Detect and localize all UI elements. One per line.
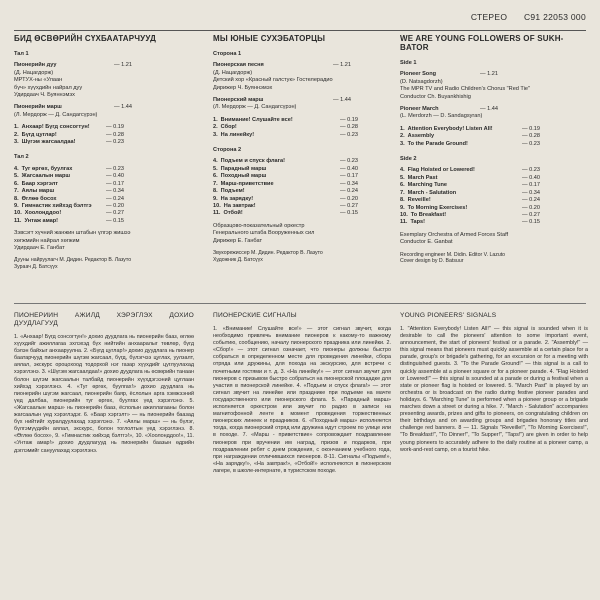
track-title: Анхаар! Бүгд сонсогтун! — [21, 124, 90, 131]
choir-line-2-ru: Дирижер Ч. Буяннэмэх — [213, 84, 273, 91]
track-number: 11. — [14, 217, 22, 224]
march-author-mn: (Л. Мердорж — Д. Сандагсүрэн) — [14, 111, 98, 118]
side-1-label-mn: Тал 1 — [14, 51, 29, 57]
track-row — [400, 167, 540, 174]
track-number: 4. — [213, 158, 218, 165]
track-row — [14, 181, 124, 188]
track-title: To the Parade Ground! — [407, 140, 468, 147]
signals-section-ru — [213, 312, 391, 594]
track-title: На линейку! — [220, 131, 255, 138]
track-duration: — 0.23 — [105, 139, 124, 146]
signals-title-mn: ПИОНЕРИЙН АЖИЛД ХЭРЭГЛЭХ ДОХИО ДУУДЛАГУУД — [14, 312, 194, 327]
catalog-number: С91 22053 000 — [523, 12, 586, 22]
track-number: 8. — [14, 195, 19, 202]
track-number: 6. — [14, 180, 19, 187]
track-duration: — 0.19 — [339, 116, 358, 123]
track-row — [14, 173, 124, 180]
track-duration: — 0.27 — [339, 202, 358, 209]
march-time-en: — 1.44 — [479, 106, 498, 113]
track-row — [213, 188, 358, 195]
track-number: 5. — [213, 165, 218, 172]
track-duration: — 0.19 — [521, 125, 540, 132]
track-duration: — 0.28 — [105, 131, 124, 138]
album-title-ru: МЫ ЮНЫЕ СУХЭБАТОРЦЫ — [213, 34, 326, 43]
march-row-en — [400, 106, 588, 113]
march-time-ru: — 1.44 — [332, 97, 351, 104]
track-duration: — 0.15 — [521, 219, 540, 226]
track-number: 1. — [213, 116, 218, 123]
track-number: 6. — [400, 182, 405, 189]
track-duration: — 0.23 — [521, 167, 540, 174]
track-number: 11. — [213, 210, 221, 217]
track-number: 9. — [14, 202, 19, 209]
track-row — [400, 126, 540, 133]
track-row — [400, 190, 540, 197]
choir-line-2-en: Conductor Ch. Buyankhishig — [400, 93, 471, 100]
orchestra-line-1-mn: Зэвсэгт хүчний жанжин штабын үлгэр жишээ — [14, 230, 131, 237]
credit-line-2-mn: Зураач Д. Батсүүх — [14, 264, 58, 271]
track-number: 9. — [213, 195, 218, 202]
track-duration: — 0.15 — [339, 210, 358, 217]
track-title: Туг өргөх, буулгах — [21, 165, 73, 172]
credit-line-1-ru: Звукорежиссер М. Дидин. Редактор В. Лазуто — [213, 249, 323, 256]
track-title: Сбор! — [220, 124, 237, 131]
track-number: 7. — [400, 189, 405, 196]
track-row — [14, 166, 124, 173]
track-title: На завтрак! — [223, 202, 256, 209]
track-row — [213, 181, 358, 188]
track-number: 11. — [400, 219, 408, 226]
stereo-label: СТЕРЕО — [470, 12, 508, 22]
song-author-en: (D. Natsagdorzh) — [400, 78, 443, 85]
track-title: Flag Hoisted or Lowered! — [407, 167, 475, 174]
track-duration: — 0.27 — [521, 211, 540, 218]
track-row — [400, 133, 540, 140]
track-title: Attention Everybody! Listen All! — [407, 125, 493, 132]
russian-tracklist — [213, 34, 391, 264]
track-number: 7. — [14, 188, 19, 195]
signals-body-ru: 1. «Внимание! Слушайте все!» — этот сигнал звучит, когда необходимо привлечь внимание пионеров к какому-то важному событию, сообщению, началу пионерского праздника или линейки. 2. «Сбор!» — этот сигнал означает, что пионеры должны быстро собраться в определенном месте для проведения линейки, сбора отряда или дружины, для похода на экскурсию, для встречи с почетными гостями и т. д. 3. «На линейку!» — этот сигнал звучит для пионеров с призывом быстро собраться на пионерской площадке для участия в пионерской линейке. 4. «Подъем и спуск флага!» — этот сигнал звучит на линейке или празднике при подъеме на мачте государственного или пионерского флага. 5. «Парадный марш» исполняется оркестром или звучит по радио в записи на магнитофонной ленте в момент проведения торжественных пионерских линеек и праздников. 6. «Походный марш» исполняется тогда, когда пионерский отряд или дружина идут строем по улице или в походе. 7. «Марш - приветствие» сопровождает поздравление пионеров при вручении им наград, призов и подарков, при поздравлении ребят с днем рождения, с окончанием учебного года, при награждении отличившихся пионеров. 8-11. Сигналы «Подъем!», «На зарядку!», «На завтрак!», «Отбой!» исполняются в пионерском лагере, в школе-интернате, в туристском походе. — [213, 326, 391, 474]
track-title: Assembly — [407, 133, 435, 140]
track-duration: — 0.20 — [521, 204, 540, 211]
track-title: Унтаж амар! — [24, 217, 59, 224]
track-title: Бүгд цуглар! — [21, 131, 57, 138]
side-1-label-en: Side 1 — [400, 60, 417, 66]
track-number: 4. — [14, 165, 19, 172]
track-title: March Past — [407, 174, 438, 181]
track-row — [400, 197, 540, 204]
track-row — [14, 124, 124, 131]
side-2-label-ru: Сторона 2 — [213, 147, 242, 154]
english-tracklist — [400, 34, 588, 265]
march-row-mn — [14, 104, 192, 111]
track-title: Аялы марш — [21, 188, 55, 195]
track-title: Отбой! — [223, 210, 243, 217]
march-author-ru: (Л. Мердорж — Д. Сандагсүрэн) — [213, 104, 297, 111]
track-number: 3. — [400, 140, 405, 147]
track-duration: — 0.23 — [339, 158, 358, 165]
album-title-en: WE ARE YOUNG FOLLOWERS OF SUKH-BATOR — [400, 34, 564, 52]
track-number: 1. — [14, 124, 19, 131]
signals-title-ru: ПИОНЕРСКИЕ СИГНАЛЫ — [213, 312, 297, 319]
track-duration: — 0.28 — [339, 124, 358, 131]
track-duration: — 0.40 — [105, 173, 124, 180]
march-row-ru — [213, 97, 391, 104]
track-duration: — 0.24 — [105, 195, 124, 202]
track-number: 5. — [400, 174, 405, 181]
top-divider — [14, 30, 586, 31]
song-time-en: — 1.21 — [479, 71, 498, 78]
song-row-ru — [213, 62, 391, 69]
track-number: 6. — [213, 173, 218, 180]
track-row — [14, 139, 124, 146]
credit-line-2-en: Cover design by D. Batsuur — [400, 258, 464, 265]
track-duration: — 0.28 — [521, 133, 540, 140]
track-number: 8. — [400, 197, 405, 204]
track-title: Жагсаалын марш — [21, 173, 71, 180]
track-title: To Morning Exercises! — [407, 204, 468, 211]
track-duration: — 0.19 — [105, 124, 124, 131]
track-row — [400, 182, 540, 189]
track-duration: — 0.20 — [105, 202, 124, 209]
choir-line-1-en: The MPR TV and Radio Children's Chorus "Red Tie" — [400, 86, 530, 93]
credit-line-1-en: Recording engineer M. Didin. Editor V. Lazuto — [400, 251, 506, 258]
orchestra-line-2-mn: хөгжмийн найрал хөгжим — [14, 237, 80, 244]
signals-body-en: 1. "Attention Everybody! Listen All!" — this signal is sounded when it is desirable to call the pioneers' attention to some important event, announcement, the start of pioneers' festival or a parade. 2. "Assembly!" — this signal means that pioneers must quickly assemble at a certain place for a parade, group's or brigade's gathering, for an excursion or for a meeting with distinguished guests. 3. "To the Parade Ground!" — this signal is a call to quickly assemble at a pioneer square or for a pioneer parade. 4. "Flag Hoisted or Lowered!" — this signal is sounded at a parade or during a festival when a state or pioneer flag is hoisted or lowered. 5. "March Past" is played by an orchestra or is broadcast on the radio during festive pioneer parades and holidays. 6. "Marching Tune" is performed when a pioneer group or a brigade marches down a street or during a hike. 7. "March - Salutation" accompanies presenting awards, prizes and gifts to pioneers, on congratulating children on their birthdays and on awarding groups and brigades honorary titles and challenge red banners. 8 — 11. Signals "Reveille!", "To Morning Exercises!", "To Breakfast!", "To Dinner!", "To Supper!", "Taps!") are given in order to help young pioneers to accurately adhere to the daily routine at a pioneer camp, a work-and-rest camp, on a tourist hike. — [400, 326, 588, 453]
track-title: Внимание! Слушайте все! — [220, 116, 293, 123]
orchestra-line-3-ru: Дирижер Е. Ганбат — [213, 237, 263, 244]
track-duration: — 0.20 — [339, 195, 358, 202]
track-duration: — 0.23 — [105, 165, 124, 172]
track-number: 5. — [14, 173, 19, 180]
signals-section-mn — [14, 312, 194, 594]
track-duration: — 0.24 — [521, 197, 540, 204]
track-number: 7. — [213, 180, 218, 187]
track-title: Баар хэргэлт — [21, 180, 59, 187]
orchestra-line-2-ru: Генерального штаба Вооруженных сил — [213, 230, 315, 237]
song-row-mn — [14, 62, 192, 69]
track-title: Подъем! — [220, 188, 245, 195]
signals-title-en: YOUNG PIONEERS' SIGNALS — [400, 312, 497, 319]
album-title-mn: БИД ӨСВӨРИЙН СҮХБААТАРЧУУД — [14, 34, 156, 43]
track-duration: — 0.17 — [521, 182, 540, 189]
orchestra-line-3-mn: Удирдаач Е. Ганбат — [14, 244, 65, 251]
track-row — [213, 210, 358, 217]
credit-line-1-mn: Дууны найруулагч М. Дидин. Редактор В. Лазуто — [14, 257, 132, 264]
track-number: 2. — [14, 131, 19, 138]
track-row — [213, 158, 358, 165]
track-number: 10. — [213, 202, 221, 209]
choir-line-1-mn: МРТУХ-ны «Улаан — [14, 77, 63, 84]
track-row — [400, 212, 540, 219]
orchestra-line-2-en: Conductor E. Ganbat — [400, 239, 453, 246]
track-title: Подъем и спуск флага! — [220, 158, 285, 165]
track-duration: — 0.17 — [105, 180, 124, 187]
track-number: 2. — [400, 133, 405, 140]
track-title: To Breakfast! — [410, 211, 447, 218]
choir-line-1-ru: Детский хор «Красный галстук» Гостелерадио — [213, 77, 333, 84]
track-row — [400, 219, 540, 226]
track-title: Гимнастик хийхэд бэлтгэ — [21, 202, 92, 209]
track-duration: — 0.23 — [521, 140, 540, 147]
track-duration: — 0.17 — [339, 173, 358, 180]
track-row — [400, 175, 540, 182]
side-1-label-ru: Сторона 1 — [213, 51, 242, 57]
song-row-en — [400, 71, 588, 78]
choir-line-3-mn: Удирдаач Ч. Буяннэмэх — [14, 92, 75, 99]
track-title: Походный марш — [220, 173, 267, 180]
track-duration: — 0.34 — [339, 180, 358, 187]
choir-line-2-mn: бүч» хүүхдийн найрал дуу — [14, 84, 83, 91]
track-list — [14, 124, 124, 146]
track-list — [213, 158, 358, 217]
middle-divider — [14, 303, 586, 304]
track-row — [400, 205, 540, 212]
track-number: 1. — [400, 125, 405, 132]
side-2-label-en: Side 2 — [400, 156, 417, 163]
track-number: 10. — [14, 210, 22, 217]
credit-line-2-ru: Художник Д. Батсүүх — [213, 256, 263, 263]
track-duration: — 0.24 — [339, 188, 358, 195]
track-title: Өглөө босох — [21, 195, 57, 202]
track-number: 2. — [213, 124, 218, 131]
track-row — [213, 124, 358, 131]
orchestra-line-1-en: Exemplary Orchestra of Armed Forces Staff — [400, 231, 509, 238]
track-row — [14, 132, 124, 139]
track-list — [400, 167, 540, 226]
track-title: Марш-приветствие — [220, 180, 274, 187]
track-duration: — 0.23 — [339, 131, 358, 138]
track-title: На зарядку! — [220, 195, 254, 202]
song-title-ru: Пионерская песня — [213, 62, 264, 69]
track-duration: — 0.27 — [105, 210, 124, 217]
track-number: 3. — [14, 139, 19, 146]
song-author-mn: (Д. Нацагдорж) — [14, 69, 54, 76]
track-row — [14, 196, 124, 203]
track-list — [213, 117, 358, 139]
track-title: Taps! — [410, 219, 425, 226]
track-row — [213, 196, 358, 203]
track-title: Reveille! — [407, 197, 431, 204]
track-number: 4. — [400, 167, 405, 174]
track-duration: — 0.40 — [521, 174, 540, 181]
track-duration: — 0.34 — [521, 189, 540, 196]
march-time-mn: — 1.44 — [113, 104, 132, 111]
signals-body-mn: 1. «Анхаар! Бүгд сонсогтун!» дохио дуудлага нь пионерийн бааз, өглөө хүүхдийг ажиллагаа эхлэхэд бүх нийтийн анхааралыг төвлөр, бүгд бэлэн байхыг анхааруулна. 2. «Бүгд цуглар!» дохио дуудлага нь пионер баатарчууд пионерийн шүгэм жагсаал, бүгд, бүлэгчээ цуглах, уулзалт, аялал, экскурс ороцохоод тодорхой нэг газар хүүхдийг цуглуулахад хэрэглэнэ. 3. «Шүгэм жагсаалдаа!» дохио дуудлага нь өсвөрийн танаан болон шүгэм жагсаалын талбайд пионерийн хүүхдэгээний цуглаан хийхэд хэрэглэнэ. 4. «Туг өргөх, буулгах!» дохио дуудлага нь пионерийн шүгэм жагсаал, пионерийн баяр, ёслолын арга хэмжээний үед далбаа, пионерийн туг өргөх, буулгах үед хэрэглэнэ. 5. «Жагсаалын марш» нь пионерийн бааз, ёслолын ажиллагааны болон жагсаалын үед хэрэглэдэг. 6. «Бааp хэргэлт» — нь пионерийн баазад бүх нийтийг хуралдуулахад хэрэглэнэ. 7. «Аялы марш» — нь бүлэг, бүлгэмүүдийн аялал, экскурс, болон тоглолтын үед хэрэглэнэ. 8. «Өглөө босох», 9. «Гимнастик хийхэд бэлтгэ!», 10. «Хоолонддоо!», 11. «Унтаж амар!» дохио дуудлагууд нь пионерийн баазын өдрийн дэглэмийг сануулахад хэрэглэнэ. — [14, 334, 194, 454]
track-duration: — 0.15 — [105, 217, 124, 224]
track-number: 10. — [400, 211, 408, 218]
track-number: 3. — [213, 131, 218, 138]
track-row — [213, 173, 358, 180]
song-author-ru: (Д. Нацагдорж) — [213, 69, 253, 76]
track-number: 8. — [213, 188, 218, 195]
track-title: Парадный марш — [220, 165, 267, 172]
orchestra-line-1-ru: Образцово-показательный оркестр — [213, 222, 305, 229]
track-row — [14, 210, 124, 217]
song-time-mn: — 1.21 — [113, 62, 132, 69]
signals-section-en — [400, 312, 588, 594]
track-title: Marching Tune — [407, 182, 448, 189]
track-duration: — 0.34 — [105, 188, 124, 195]
header — [457, 12, 586, 22]
track-list — [400, 126, 540, 148]
track-number: 9. — [400, 204, 405, 211]
march-author-en: (L. Merdorzh — D. Sandagsyran) — [400, 113, 483, 120]
song-title-en: Pioneer Song — [400, 71, 437, 78]
track-title: March - Salutation — [407, 189, 457, 196]
march-title-ru: Пионерский марш — [213, 97, 264, 104]
march-title-en: Pioneer March — [400, 106, 439, 113]
track-row — [14, 203, 124, 210]
march-title-mn: Пионерийн марш — [14, 104, 62, 111]
track-list — [14, 166, 124, 225]
side-2-label-mn: Тал 2 — [14, 154, 29, 161]
track-row — [213, 132, 358, 139]
track-duration: — 0.40 — [339, 165, 358, 172]
track-title: Шүгэм жагсаалдаа! — [21, 139, 76, 146]
track-title: Хоолонддоо! — [24, 210, 62, 217]
mongolian-tracklist — [14, 34, 192, 271]
track-row — [14, 218, 124, 225]
song-title-mn: Пионерийн дуу — [14, 62, 57, 69]
track-row — [14, 188, 124, 195]
track-row — [400, 141, 540, 148]
song-time-ru: — 1.21 — [332, 62, 351, 69]
